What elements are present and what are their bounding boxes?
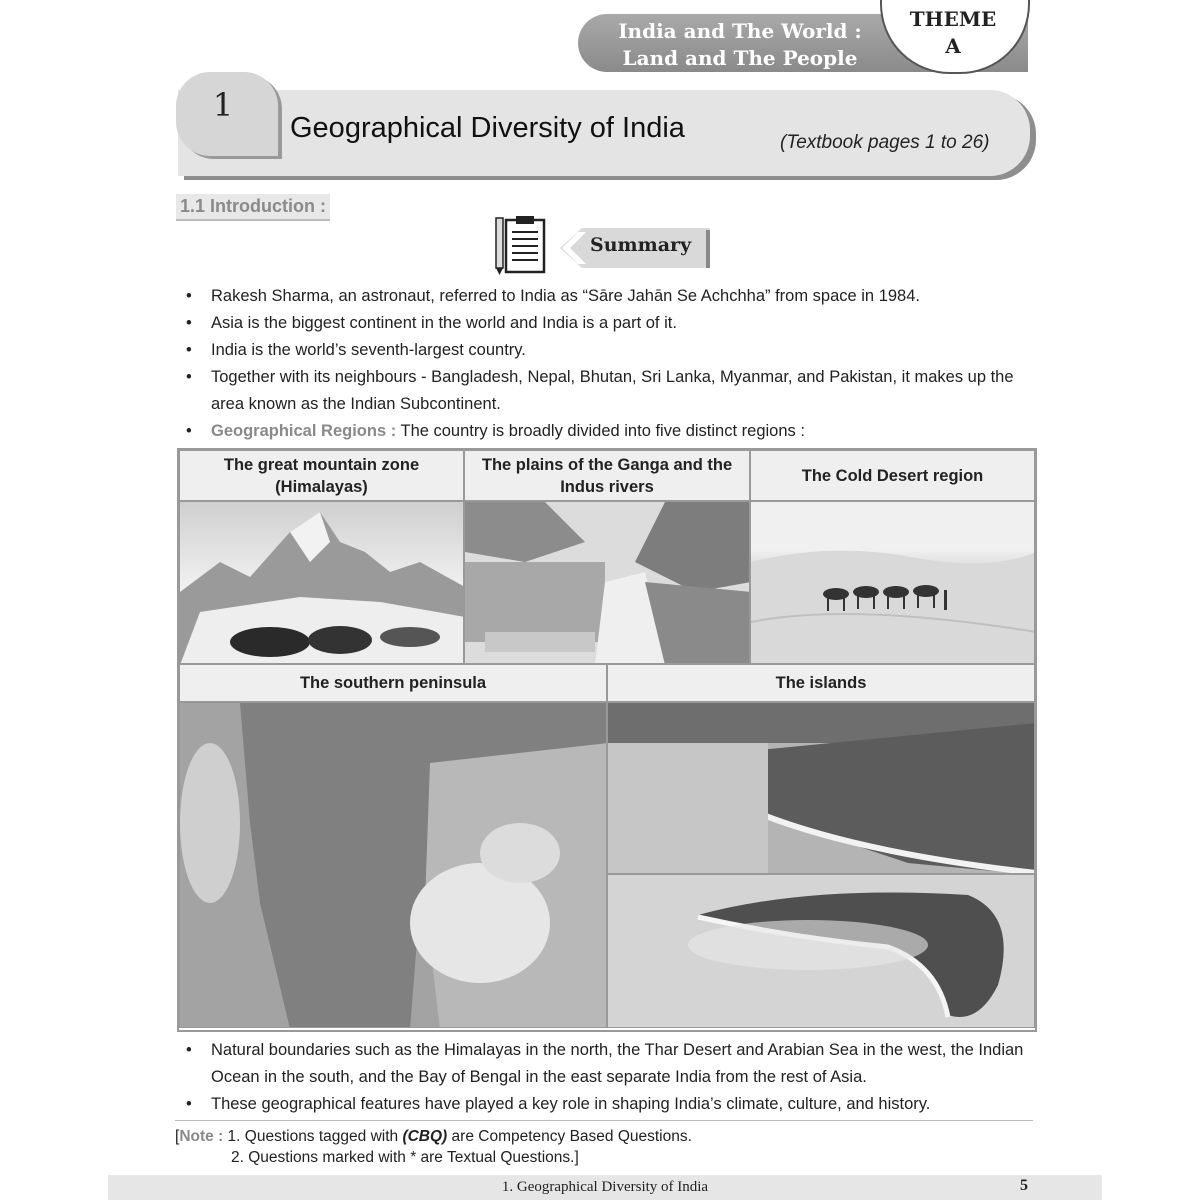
note-block [175,1126,692,1168]
region-heading: The great mountain zone (Himalayas) [179,450,464,501]
boundary-bullets [186,1037,1036,1118]
note-line1: 1. Questions tagged with [223,1128,403,1145]
cold-desert-photo [750,501,1035,664]
note-line2: 2. Questions marked with * are Textual Questions.] [231,1149,579,1166]
ganga-plains-photo [464,501,750,664]
southern-peninsula-photo [179,702,607,1028]
note-line1-end: are Competency Based Questions. [447,1128,692,1145]
page-number: 5 [1020,1177,1028,1194]
theme-title-line2: Land and The People [622,46,858,70]
region-heading: The islands [607,664,1035,702]
regions-grid [177,448,1037,1032]
bullet-item: • Asia is the biggest continent in the world and India is a part of it. [186,310,1036,337]
bullet-item: • Natural boundaries such as the Himalayas in the north, the Thar Desert and Arabian Sea in the west, the Indian Ocean in the south, and the Bay of Bengal in the east separate India from the rest of Asia. [186,1037,1036,1091]
region-heading: The southern peninsula [179,664,607,702]
textbook-pages: (Textbook pages 1 to 26) [780,132,990,153]
chapter-title: Geographical Diversity of India [290,112,685,144]
bullet-item: • India is the world’s seventh-largest country. [186,337,1036,364]
bullet-item-regions [186,418,1036,445]
note-cbq: (CBQ) [402,1128,448,1145]
regions-label: Geographical Regions : [211,422,397,440]
note-bracket: [ [175,1128,180,1145]
region-heading: The plains of the Ganga and the Indus rivers [464,450,750,501]
section-heading: 1.1 Introduction : [176,194,330,221]
theme-title [585,18,895,72]
chapter-number: 1 [212,86,234,124]
theme-title-line1: India and The World : [618,19,862,43]
islands-photo-1 [607,702,1035,874]
clipboard-pen-icon [494,212,548,276]
summary-bullets [186,283,1036,445]
bullet-item: • Rakesh Sharma, an astronaut, referred to India as “Sāre Jahān Se Achchha” from space in 1984. [186,283,1036,310]
note-divider [175,1120,1033,1121]
islands-photo-2 [607,874,1035,1028]
note-label: Note : [179,1128,224,1145]
theme-badge-letter: A [945,34,961,58]
himalayas-photo [179,501,464,664]
footer-title: 1. Geographical Diversity of India [501,1179,709,1195]
bullet-item: • Together with its neighbours - Bangladesh, Nepal, Bhutan, Sri Lanka, Myanmar, and Pakistan, it makes up the area known as the Indian Subcontinent. [186,364,1036,418]
regions-text: The country is broadly divided into five distinct regions : [396,422,805,440]
bullet-item: • These geographical features have played a key role in shaping India’s climate, culture, and history. [186,1091,1036,1118]
region-heading: The Cold Desert region [750,450,1035,501]
summary-label: Summary [590,234,692,256]
theme-badge-label: THEME [909,7,997,31]
theme-badge-text [880,6,1026,60]
